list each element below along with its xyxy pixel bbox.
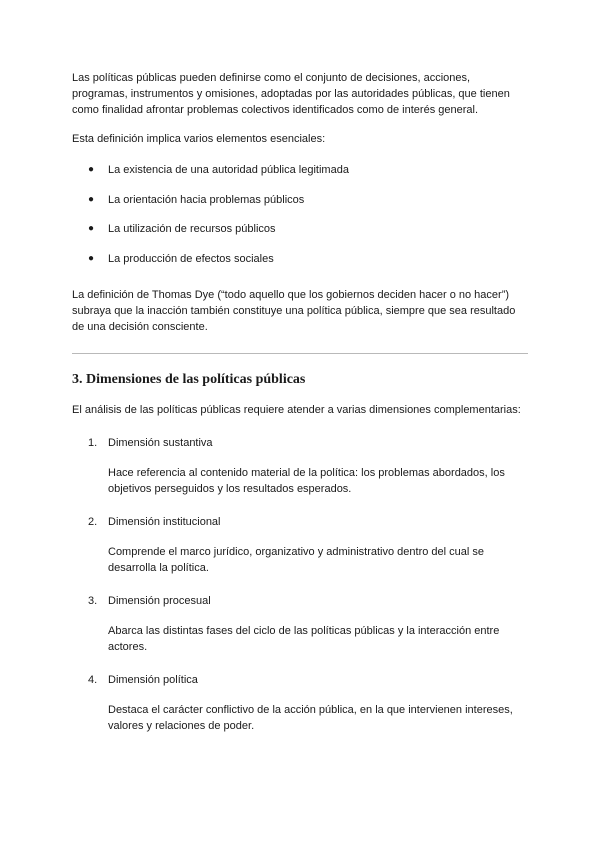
- dimensions-list: [72, 435, 528, 734]
- dimension-item: [72, 672, 528, 734]
- dimension-title-text: Dimensión institucional: [108, 515, 221, 528]
- list-item-text: La utilización de recursos públicos: [108, 223, 276, 235]
- list-item-text: La producción de efectos sociales: [108, 252, 274, 265]
- dimension-description: Abarca las distintas fases del ciclo de las políticas públicas y la interacción entre actores.: [108, 624, 500, 653]
- bullet-icon: ●: [88, 223, 95, 234]
- list-item-text: La existencia de una autoridad pública legitimada: [108, 164, 349, 176]
- dimension-description: Hace referencia al contenido material de la política: los problemas abordados, los objetivos perseguidos y los resultados esperados.: [108, 466, 505, 495]
- dimension-item: [72, 435, 528, 497]
- dye-paragraph: La definición de Thomas Dye (“todo aquello que los gobiernos deciden hacer o no hacer”) subraya que la inacción también constituye una política pública, siempre que sea resultado de una decisión consciente.: [72, 288, 516, 333]
- dimension-title: [72, 672, 528, 688]
- dimension-title: [72, 593, 528, 609]
- dimensions-lead: El análisis de las políticas públicas requiere atender a varias dimensiones complementarias:: [72, 403, 521, 416]
- horizontal-divider: [72, 353, 528, 354]
- dimension-title-text: Dimensión sustantiva: [108, 436, 213, 449]
- intro-paragraph: Las políticas públicas pueden definirse como el conjunto de decisiones, acciones, programas, instrumentos y omisiones, adoptadas por las autoridades públicas, que tienen como finalidad afrontar problemas colectivos identificados como de interés general.: [72, 72, 510, 116]
- bullet-icon: ●: [88, 252, 95, 264]
- dimension-title-text: Dimensión política: [108, 673, 198, 686]
- dimension-number: 2.: [88, 515, 98, 528]
- list-item: [72, 221, 528, 237]
- elements-lead: Esta definición implica varios elementos esenciales:: [72, 133, 326, 145]
- bullet-icon: ●: [88, 164, 95, 175]
- section-heading: 3. Dimensiones de las políticas públicas: [72, 371, 306, 387]
- dimension-number: 4.: [88, 673, 98, 686]
- dimension-description: Comprende el marco jurídico, organizativo y administrativo dentro del cual se desarrolla la política.: [108, 545, 485, 574]
- dimension-number: 1.: [88, 436, 98, 449]
- dimension-title: [72, 435, 528, 451]
- dimension-item: [72, 593, 528, 655]
- dimension-description: Destaca el carácter conflictivo de la acción pública, en la que intervienen intereses, valores y relaciones de poder.: [108, 703, 513, 732]
- dimension-item: [72, 514, 528, 576]
- document-page: [72, 70, 528, 751]
- list-item: [72, 192, 528, 208]
- elements-list: [72, 162, 528, 267]
- bullet-icon: ●: [88, 193, 95, 205]
- list-item: [72, 251, 528, 267]
- list-item: [72, 162, 528, 178]
- dimension-number: 3.: [88, 594, 98, 607]
- dimension-title: [72, 514, 528, 530]
- list-item-text: La orientación hacia problemas públicos: [108, 193, 305, 206]
- dimension-title-text: Dimensión procesual: [108, 594, 211, 607]
